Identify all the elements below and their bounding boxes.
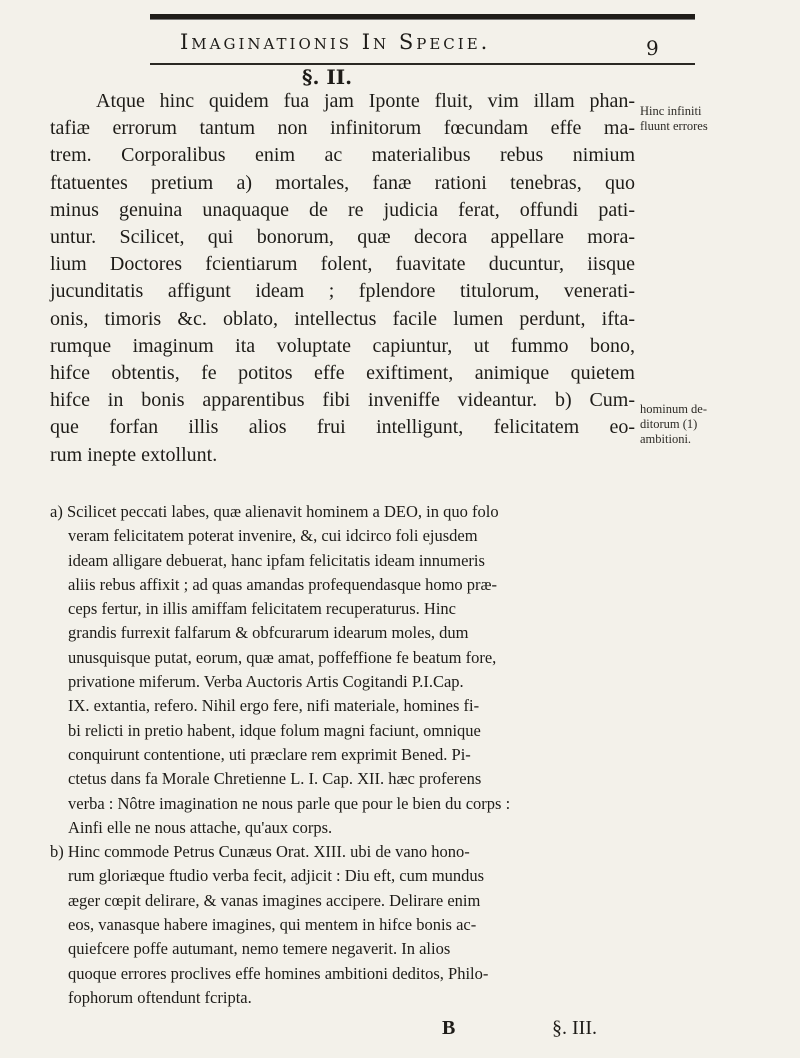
- text-line: jucunditatis affigunt ideam ; fplendore titulorum, venerati-: [50, 280, 635, 303]
- main-text: [50, 88, 635, 469]
- text-line: rum inepte extollunt.: [50, 443, 218, 466]
- footnote-a-line: ideam alligare debuerat, hanc ipfam felicitatis ideam innumeris: [68, 550, 485, 570]
- text-line: untur. Scilicet, qui bonorum, quæ decora appellare mora-: [50, 226, 635, 249]
- footnote-b-line: eos, vanasque habere imagines, qui mentem in hifce bonis ac-: [68, 915, 477, 935]
- footnotes: [50, 500, 635, 1010]
- text-line: hifce obtentis, fe potitos effe exiftiment, animique quietem: [50, 362, 635, 385]
- section-heading: §. II.: [302, 65, 353, 89]
- footnote-a-line: veram felicitatem poterat invenire, &, cui idcirco foli ejusdem: [68, 526, 478, 546]
- footnote-b-line: quoque errores proclives effe homines ambitioni deditos, Philo-: [68, 963, 489, 983]
- footnote-b-line: rum gloriæque ftudio verba fecit, adjicit : Diu eft, cum mundus: [68, 866, 485, 886]
- footnote-b-line: b) Hinc commode Petrus Cunæus Orat. XIII. ubi de vano hono-: [50, 842, 470, 862]
- footnote-a-line: IX. extantia, refero. Nihil ergo fere, nifi materiale, homines fi-: [68, 696, 480, 716]
- signature-mark: B: [442, 1017, 456, 1039]
- margin-note-line: fluunt errores: [640, 119, 708, 133]
- text-line: hifce in bonis apparentibus fibi inveniffe videantur. b) Cum-: [50, 389, 635, 412]
- text-line: minus genuina unaquaque de re judicia ferat, offundi pati-: [50, 198, 635, 221]
- footnote-a-line: privatione miferum. Verba Auctoris Artis Cogitandi P.I.Cap.: [68, 672, 464, 692]
- header-rule: [150, 63, 695, 65]
- margin-note-1: [640, 104, 800, 134]
- margin-note-line: Hinc infiniti: [640, 104, 702, 118]
- top-rule: [150, 14, 695, 20]
- page-footer: [50, 1017, 635, 1045]
- footnote-a-line: a) Scilicet peccati labes, quæ alienavit hominem a DEO, in quo folo: [50, 502, 499, 521]
- footnote-a-line: bi relicti in pretio habent, idque folum magni faciunt, omnique: [68, 720, 481, 740]
- footnote-a-line: ceps fertur, in illis amiffam felicitatem recuperaturus. Hinc: [68, 599, 457, 619]
- text-line: onis, timoris &c. oblato, intellectus facile lumen perdunt, ifta-: [50, 307, 635, 330]
- margin-note-line: ditorum (1): [640, 417, 698, 431]
- margin-note-line: ambitioni.: [640, 432, 692, 446]
- text-line: Atque hinc quidem fua jam Iponte fluit, vim illam phan-: [96, 90, 635, 112]
- footnote-a-line: conquirunt contentione, uti præclare rem exprimit Bened. Pi-: [68, 744, 471, 764]
- footnote-a-line: grandis furrexit falfarum & obfcurarum idearum moles, dum: [68, 623, 469, 643]
- text-line: ftatuentes pretium a) mortales, fanæ rationi tenebras, quo: [50, 171, 635, 194]
- text-line: lium Doctores fcientiarum folent, fuavitate ducuntur, iisque: [50, 253, 635, 276]
- footnote-a-line: verba : Nôtre imagination ne nous parle que pour le bien du corps :: [68, 793, 511, 813]
- running-title: Imaginationis In Specie.: [180, 30, 491, 54]
- margin-note-2: [640, 402, 800, 447]
- footnote-b-line: quiefcere poffe autumant, nemo temere negaverit. In alios: [68, 939, 451, 959]
- text-line: que forfan illis alios frui intelligunt, felicitatem eo-: [50, 416, 635, 439]
- text-line: rumque imaginum ita voluptate capiuntur, ut fummo bono,: [50, 334, 635, 357]
- page-number: 9: [646, 36, 659, 60]
- footnote-a-line: ctetus dans fa Morale Chretienne L. I. Cap. XII. hæc proferens: [68, 769, 482, 789]
- footnote-a-line: aliis rebus affixit ; ad quas amandas profequendasque homo præ-: [68, 574, 498, 594]
- text-line: tafiæ errorum tantum non infinitorum fœcundam effe ma-: [50, 117, 635, 140]
- footnote-b-line: fophorum oftendunt fcripta.: [68, 987, 252, 1007]
- catchword: §. III.: [552, 1017, 597, 1039]
- footnote-a-line: Ainfi elle ne nous attache, qu'aux corps.: [68, 817, 333, 837]
- text-line: trem. Corporalibus enim ac materialibus rebus nimium: [50, 144, 635, 167]
- footnote-a-line: unusquisque putat, eorum, quæ amat, poffeffione fe beatum fore,: [68, 647, 497, 667]
- margin-note-line: hominum de-: [640, 402, 708, 416]
- footnote-b-line: æger cœpit delirare, & vanas imagines accipere. Delirare enim: [68, 890, 481, 910]
